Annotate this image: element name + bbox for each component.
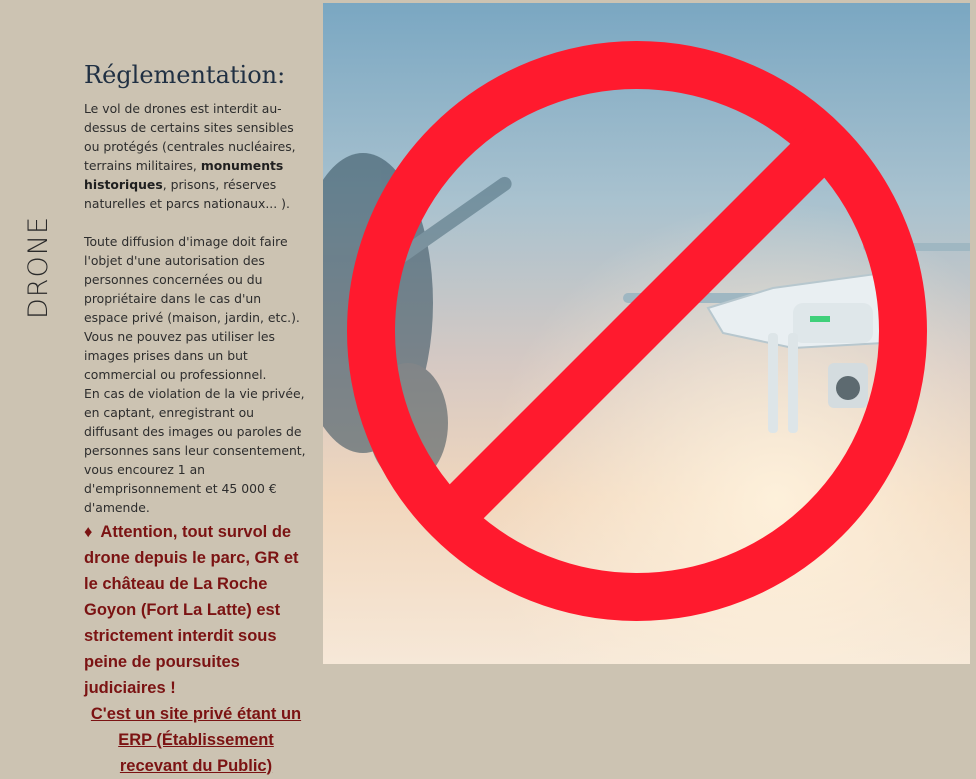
paragraph-sensitive-sites-bold: monuments historiques	[84, 158, 284, 192]
paragraph-sensitive-sites-end: , prisons, réserves naturelles et parcs nationaux... ).	[84, 177, 290, 211]
warning-message	[84, 519, 308, 701]
diamond-icon: ♦	[84, 523, 93, 541]
regulation-section	[84, 58, 308, 779]
paragraph-spacer	[84, 213, 308, 232]
paragraph-sensitive-sites	[84, 99, 308, 213]
private-site-notice-link[interactable]: C'est un site privé étant un ERP (Établissement recevant du Public)	[90, 705, 302, 775]
paragraph-sensitive-sites-start: Le vol de drones est interdit au-dessus de certains sites sensibles ou protégés (centrales nucléaires, terrains militaires,	[84, 101, 296, 173]
paragraph-image-rights: Toute diffusion d'image doit faire l'objet d'une autorisation des personnes concernées ou du propriétaire dans le cas d'un espace privé (maison, jardin, etc.). Vous ne pouvez pas utiliser les images prises dans un but commercial ou professionnel.	[84, 234, 300, 382]
paragraph-privacy-penalty: En cas de violation de la vie privée, en captant, enregistrant ou diffusant des images ou paroles de personnes sans leur consentement, vous encourez 1 an d'emprisonnement et 45 000 € d'amende.	[84, 386, 306, 515]
side-label-text: DRONE	[23, 215, 55, 319]
warning-text: Attention, tout survol de drone depuis le parc, GR et le château de La Roche Goyon (Fort La Latte) est strictement interdit sous peine de poursuites judiciaires !	[84, 523, 299, 697]
drone-photo-illustration	[323, 3, 970, 664]
drone-photo	[323, 3, 970, 664]
section-title: Réglementation:	[84, 61, 286, 89]
drone-side-label	[24, 210, 54, 324]
